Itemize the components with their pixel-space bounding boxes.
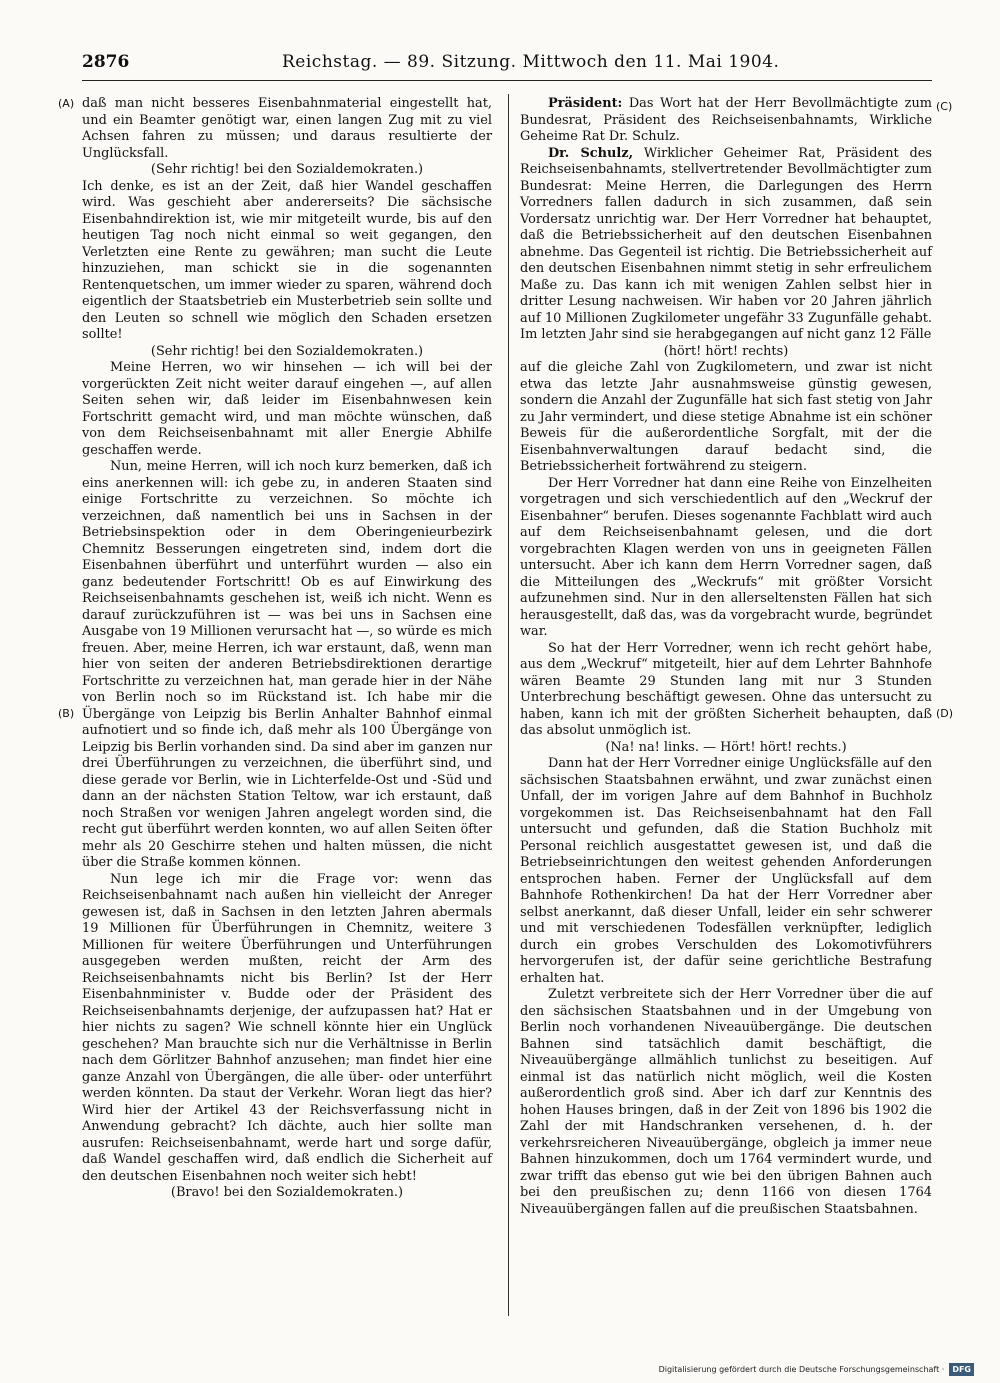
right-column <box>520 96 932 1218</box>
footer <box>659 1362 974 1376</box>
speech-text: Das Wort hat der Herr Bevollmächtigte zum Bundesrat, Präsident des Reichseisenbahnamts, Wirkliche Geheime Rat Dr. Schulz. <box>520 96 932 144</box>
speech-text: Wirklicher Geheimer Rat, Präsident des Reichseisenbahnamts, stellvertretender Bevollmächtigter zum Bundesrat: Meine Herren, die Darlegungen des Herrn Vorredners fallen dadurch in sich zusammen, daß sein Vordersatz unrichtig war. Der Herr Vorredner hat behauptet, daß die Betriebssicherheit auf den deutschen Eisenbahnen abnehme. Das Gegenteil ist richtig. Die Betriebssicherheit auf den deutschen Eisenbahnen nimmt stetig in sehr erfreulichem Maße zu. Das kann ich mit wenigen Zahlen selbst hier in dritter Lesung nachweisen. Wir haben vor 20 Jahren jährlich auf 10 Millionen Zugkilometer ungefähr 33 Zugunfälle gehabt. Im letzten Jahr sind sie herabgegangen auf nicht ganz 12 Fälle <box>520 145 932 342</box>
paragraph: Nun lege ich mir die Frage vor: wenn das Reichseisenbahnamt nach außen hin vielleicht der Anreger gewesen ist, daß in Sachsen in den letzten Jahren abermals 19 Millionen für Überführungen in Chemnitz, weitere 3 Millionen für weitere Überführungen und Unterführungen ausgegeben werden mußten, reicht der Arm des Reichseisenbahnamts nicht bis Berlin? Ist der Herr Eisenbahnminister v. Budde oder der Präsident des Reichseisenbahnamts derjenige, der aufzupassen hat? Hat er hier nichts zu sagen? Wie schnell könnte hier ein Unglück geschehen? Man brauchte sich nur die Verhältnisse in Berlin nach dem Görlitzer Bahnhof anzusehen; man findet hier eine ganze Anzahl von Übergängen, die alle über- oder unterführt werden könnten. Da staut der Verkehr. Woran liegt das hier? Wird hier der Artikel 43 der Reichsverfassung nicht in Anwendung gebracht? Ich dächte, auch hier sollte man ausrufen: Reichseisenbahnamt, werde hart und sorge dafür, daß Wandel geschaffen wird, daß endlich die Sicherheit auf den deutschen Eisenbahnen noch weiter sich hebt! <box>82 871 492 1184</box>
column-divider <box>508 94 509 1316</box>
margin-marker-c: (C) <box>936 100 953 113</box>
paragraph: Ich denke, es ist an der Zeit, daß hier Wandel geschaffen wird. Was geschieht aber andererseits? Die sächsische Eisenbahndirektion ist, wie mir mitgeteilt wurde, bis auf den heutigen Tag noch nicht einmal so weit gegangen, den Verletzten eine Rente zu gewähren; man sucht die Leute hinzuziehen, man schickt sie in die sogenannten Rentenquetschen, um immer wieder zu sparen, während doch eigentlich der Staatsbetrieb ein Musterbetrieb sein sollte und den Leuten so schnell wie möglich den Schaden ersetzen sollte! <box>82 178 492 342</box>
left-column <box>82 96 492 1202</box>
interjection: (Bravo! bei den Sozialdemokraten.) <box>170 1185 404 1200</box>
page-header <box>82 52 932 78</box>
interjection: (Sehr richtig! bei den Sozialdemokraten.) <box>150 162 424 177</box>
paragraph: Der Herr Vorredner hat dann eine Reihe von Einzelheiten vorgetragen und sich verschiedentlich auf den „Weckruf der Eisenbahner“ berufen. Dieses sogenannte Fachblatt wird auch auf dem Reichseisenbahnamt gelesen, und die dort vorgebrachten Klagen werden von uns in geeigneten Fällen untersucht. Aber ich kann dem Herrn Vorredner sagen, daß die Mitteilungen des „Weckrufs“ mit größter Vorsicht aufzunehmen sind. Nur in den allerseltensten Fällen hat sich herausgestellt, daß das, was da vorgebracht wurde, begründet war. <box>520 475 932 639</box>
page-number: 2876 <box>82 52 130 72</box>
paragraph <box>520 146 932 344</box>
paragraph: Nun, meine Herren, will ich noch kurz bemerken, daß ich eins anerkennen will: ich gebe zu, in anderen Staaten sind einige Fortschritte zu verzeichnen. So möchte ich verzeichnen, daß namentlich bei uns in Sachsen in der Betriebsinspektion oder in dem Oberingenieurbezirk Chemnitz Besserungen eingetreten sind, indem dort die Eisenbahnen überführt und unterführt wurden — also ein ganz bedeutender Fortschritt! Ob es auf Einwirkung des Reichseisenbahnamts geschehen ist, weiß ich nicht. Wenn es darauf zurückzuführen ist — was bei uns in Sachsen eine Ausgabe von 19 Millionen verursacht hat —, so würde es mich freuen. Aber, meine Herren, ich war erstaunt, daß, wenn man hier von seiten der anderen Betriebsdirektionen derartige Fortschritte zu verzeichnen hat, man gerade hier in der Nähe von Berlin noch so im Rückstand ist. Ich habe mir die Übergänge von Leipzig bis Berlin Anhalter Bahnhof einmal aufnotiert und so finde ich, daß mehr als 100 Übergänge von Leipzig bis Berlin vorhanden sind. Da sind aber im ganzen nur drei Überführungen zu verzeichnen, die überführt sind, und diese gerade vor Berlin, wie in Lichterfelde-Ost und -Süd und dann an der nächsten Station Teltow, war ich erstaunt, daß noch Straßen vor wenigen Jahren angelegt worden sind, die recht gut überführt werden konnten, wo auf allen Seiten öfter mehr als 20 Geschirre stehen und halten müssen, die nicht über die Straße kommen können. <box>82 459 492 870</box>
dfg-logo: DFG <box>949 1363 974 1376</box>
margin-marker-d: (D) <box>936 707 954 720</box>
speaker-name: Präsident: <box>548 96 623 111</box>
paragraph: auf die gleiche Zahl von Zugkilometern, und zwar ist nicht etwa das letzte Jahr ausnahmsweise günstig gewesen, sondern die Anzahl der Zugunfälle hat sich fast stetig von Jahr zu Jahr vermindert, und diese stetige Abnahme ist ein schöner Beweis für die außerordentliche Sorgfalt, mit der die Eisenbahnverwaltungen darauf bedacht sind, die Betriebssicherheit fortwährend zu steigern. <box>520 360 932 474</box>
paragraph: So hat der Herr Vorredner, wenn ich recht gehört habe, aus dem „Weckruf“ mitgeteilt, hier auf dem Lehrter Bahnhofe wären Beamte 29 Stunden lang mit nur 3 Stunden Unterbrechung beschäftigt gewesen. Ohne das untersucht zu haben, kann ich mit der größten Sicherheit behaupten, daß das absolut unmöglich ist. <box>520 640 932 738</box>
running-title: Reichstag. — 89. Sitzung. Mittwoch den 11. Mai 1904. <box>282 52 780 72</box>
interjection: (Sehr richtig! bei den Sozialdemokraten.) <box>150 343 424 359</box>
paragraph <box>520 96 932 146</box>
paragraph: daß man nicht besseres Eisenbahnmaterial eingestellt hat, und ein Beamter genötigt war, einen langen Zug mit zu viel Achsen fahren zu müssen; und daraus resultierte der Unglücksfall. <box>82 96 492 161</box>
header-rule <box>82 80 932 81</box>
paragraph: Dann hat der Herr Vorredner einige Unglücksfälle auf den sächsischen Staatsbahnen erwähnt, und zwar zunächst einen Unfall, der im vorigen Jahre auf dem Bahnhof in Buchholz vorgekommen ist. Das Reichseisenbahnamt hat den Fall untersucht und gefunden, daß die Station Buchholz mit Personal reichlich ausgestattet gewesen ist, und daß die Betriebseinrichtungen den weitest gehenden Anforderungen entsprochen haben. Ferner der Unglücksfall auf dem Bahnhofe Rothenkirchen! Da hat der Herr Vorredner aber selbst anerkannt, daß dieser Unfall, leider ein sehr schwerer und mit verschiedenen Todesfällen verknüpfter, lediglich durch ein grobes Verschulden des Lokomotivführers hervorgerufen ist, der dafür seine gerichtliche Bestrafung erhalten hat. <box>520 756 932 986</box>
interjection: (Na! na! links. — Hört! hört! rechts.) <box>605 739 847 755</box>
footer-credit: Digitalisierung gefördert durch die Deutsche Forschungsgemeinschaft · <box>658 1364 945 1374</box>
paragraph: Zuletzt verbreitete sich der Herr Vorredner über die auf den sächsischen Staatsbahnen und in der Umgebung von Berlin noch vorhandenen Niveauübergänge. Die deutschen Bahnen sind tatsächlich damit beschäftigt, die Niveauübergänge allmählich tunlichst zu beseitigen. Auf einmal ist das natürlich nicht möglich, weil die Kosten außerordentlich groß sind. Aber ich darf zur Kenntnis des hohen Hauses bringen, daß in der Zeit von 1896 bis 1902 die Zahl der mit Handschranken versehenen, d. h. der verkehrsreicheren Niveauübergänge, obgleich ja immer neue Bahnen hinzukommen, doch um 1764 vermindert wurde, und zwar trifft das ebenso gut wie bei den übrigen Bahnen auch bei den preußischen zu; denn 1166 von diesen 1764 Niveauübergängen fallen auf die preußischen Staatsbahnen. <box>520 987 932 1217</box>
margin-marker-b: (B) <box>58 707 75 720</box>
margin-marker-a: (A) <box>58 97 75 110</box>
interjection: (hört! hört! rechts) <box>663 343 789 359</box>
paragraph: Meine Herren, wo wir hinsehen — ich will bei der vorgerückten Zeit nicht weiter darauf eingehen —, auf allen Seiten sehen wir, daß leider im Eisenbahnwesen kein Fortschritt gemacht wird, und man möchte wünschen, daß von dem Reichseisenbahnamt mit aller Energie Abhilfe geschaffen werde. <box>82 360 492 458</box>
speaker-name: Dr. Schulz, <box>548 145 634 161</box>
